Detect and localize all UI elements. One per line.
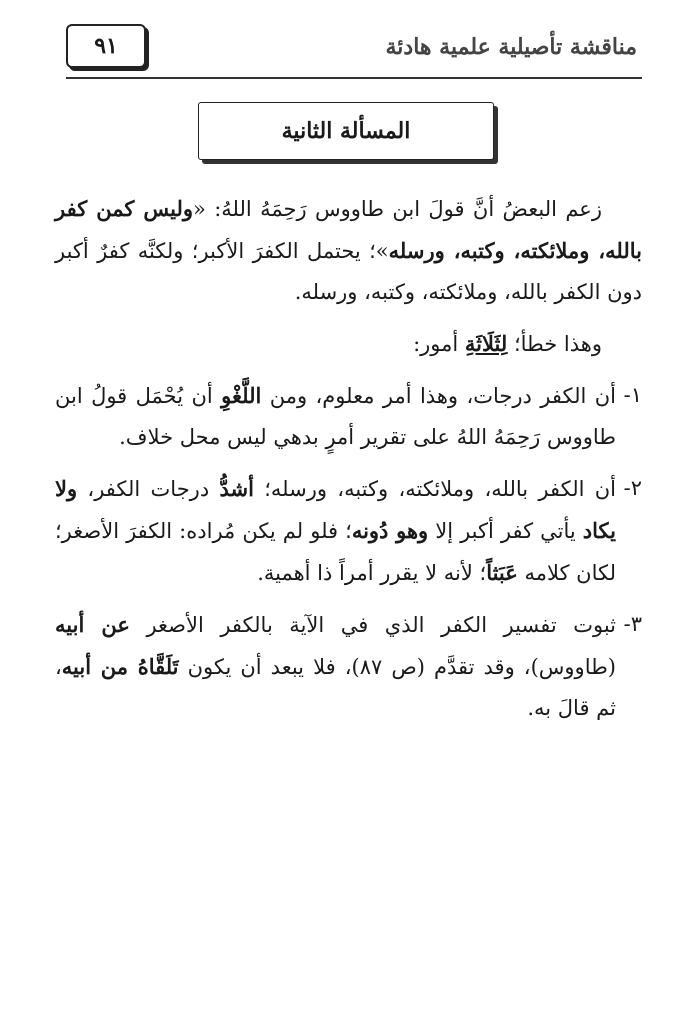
lead-paragraph (55, 323, 642, 365)
list-item (55, 468, 642, 594)
text-run: : « (192, 197, 222, 221)
list-item-text: أن الكفر بالله، وملائكته، وكتبه، ورسله؛ أشدُّ درجات الكفر، ولا يكاد يأتي كفر أكبر إلا وهو دُونه؛ فلو لم يكن مُراده: الكفرَ الأصغر؛ لكان كلامه عَبَثاً؛ لأنه لا يقرر أمراً ذا أهمية. (55, 476, 616, 585)
running-title: مناقشة تأصيلية علمية هادئة (385, 34, 637, 60)
honorific: رَحِمَهُ اللهُ (221, 197, 307, 221)
section-title: المسألة الثانية (198, 102, 494, 160)
text-run: زعم البعضُ أنَّ قولَ ابن طاووس (306, 197, 602, 221)
list-number: ٣- (623, 612, 642, 636)
list-number: ٢- (623, 476, 642, 500)
body-text (55, 188, 642, 739)
text-run: وهذا خطأ؛ (507, 332, 602, 356)
header-divider (66, 77, 642, 79)
list-item-text: ثبوت تفسير الكفر الذي في الآية بالكفر الأصغر عن أبيه (طاووس)، وقد تقدَّم (ص ٨٧)، فلا يبعد أن يكون تَلَقَّاهُ من أبيه، ثم قالَ به. (55, 612, 617, 720)
honorific: رَحِمَهُ اللهُ (456, 425, 541, 449)
list-item (55, 604, 642, 729)
list-number: ١- (623, 383, 642, 407)
text-run: أمور: (413, 332, 465, 356)
quote-bold: وليس كمن كفر بالله، وملائكته، وكتبه، ورسله (55, 196, 642, 263)
intro-paragraph (55, 188, 642, 313)
page-number: ٩١ (66, 24, 146, 68)
text-run: »؛ يحتمل الكفرَ الأكبر؛ ولكنَّه كفرٌ أكبر دون الكفر بالله، وملائكته، وكتبه، ورسله. (55, 239, 642, 304)
underlined-emphasis: لِثَلَاثَةِ (464, 331, 508, 356)
list-item-text: أن الكفر درجات، وهذا أمر معلوم، ومن اللَّغْوِ أن يُحْمَل قولُ ابن طاووس رَحِمَهُ اللهُ على تقرير أمرٍ بدهي ليس محل خلاف. (55, 383, 616, 449)
list-item (55, 375, 642, 458)
